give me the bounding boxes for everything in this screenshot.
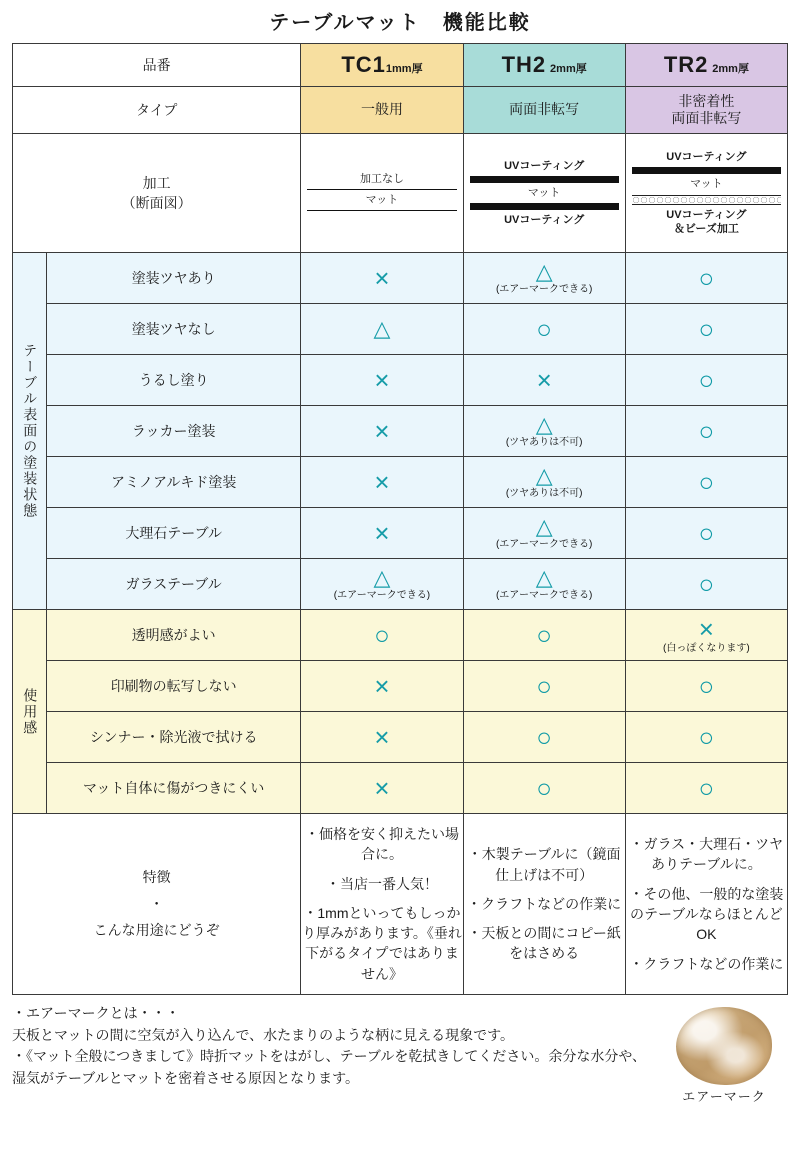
mark-surface-0-tr2: ○ <box>698 262 715 293</box>
mark-feel-3-tr2: ○ <box>698 772 715 803</box>
row-label-surface-0: 塗装ツヤあり <box>47 253 301 304</box>
cell-feel-2-tr2 <box>625 712 787 763</box>
table-row-surface-1 <box>13 304 788 355</box>
footer-line-2: 天板とマットの間に空気が入り込んで、水たまりのような柄に見える現象です。 <box>12 1026 515 1043</box>
table-row-surface-5 <box>13 508 788 559</box>
mark-surface-6-tc1: △ <box>373 565 391 590</box>
mark-surface-5-tr2: ○ <box>698 517 715 548</box>
type-value-tr2-line2: 両面非転写 <box>671 110 742 126</box>
xsec-th2-bottom: UVコーティング <box>504 214 585 227</box>
note-surface-4-th2: (ツヤありは不可) <box>505 488 583 499</box>
features-tc1-item-1: ・当店一番人気！ <box>325 875 438 892</box>
cell-feel-1-th2 <box>463 661 625 712</box>
mark-feel-1-tr2: ○ <box>698 670 715 701</box>
mark-surface-5-th2: △ <box>535 514 553 539</box>
cell-surface-4-tr2 <box>625 457 787 508</box>
footer-line-3: ・《マット全般につきまして》時折マットをはがし、テーブルを乾拭きしてください。余分な水分や、湿気がテーブルとマットを密着させる原因となります。 <box>12 1048 647 1087</box>
row-label-features <box>13 814 301 995</box>
page-title: テーブルマット 機能比較 <box>269 12 531 34</box>
cell-feel-3-tr2 <box>625 763 787 814</box>
type-value-tr2-line1: 非密着性 <box>678 92 735 109</box>
cell-surface-0-tc1 <box>301 253 463 304</box>
xsec-tr2-bottom-line2: ＆ビーズ加工 <box>673 222 739 235</box>
comparison-table <box>12 43 788 995</box>
xsec-tr2-top: UVコーティング <box>666 150 747 163</box>
mark-surface-3-tr2: ○ <box>698 415 715 446</box>
cell-surface-2-tr2 <box>625 355 787 406</box>
row-label-process <box>13 134 301 253</box>
row-label-surface-3: ラッカー塗装 <box>47 406 301 457</box>
cell-feel-1-tc1 <box>301 661 463 712</box>
features-th2-item-0: ・木製テーブルに（鏡面仕上げは不可） <box>467 846 621 883</box>
table-row-feel-1 <box>13 661 788 712</box>
cell-surface-3-tr2 <box>625 406 787 457</box>
row-label-process-line2: （断面図） <box>121 195 192 211</box>
features-th2-item-2: ・天板との間にコピー紙をはさめる <box>467 925 621 962</box>
table-row-surface-2 <box>13 355 788 406</box>
features-label-line3: こんな用途にどうぞ <box>93 922 220 939</box>
features-tc1-item-2: ・1mmといってもしっかり厚みがあります。《垂れ下がるタイプではありません》 <box>302 904 462 982</box>
cell-feel-2-th2 <box>463 712 625 763</box>
mark-surface-2-tr2: ○ <box>698 364 715 395</box>
product-header-tc1 <box>301 44 463 87</box>
note-surface-0-th2: (エアーマークできる) <box>495 284 593 295</box>
product-header-tr2 <box>625 44 787 87</box>
cell-surface-6-th2 <box>463 559 625 610</box>
note-surface-6-th2: (エアーマークできる) <box>495 590 593 601</box>
table-row-process <box>13 134 788 253</box>
mark-surface-0-tc1: × <box>374 262 390 293</box>
cell-feel-0-tr2 <box>625 610 787 661</box>
footer-notes <box>12 1003 788 1104</box>
xsec-th2-mid: マット <box>527 186 561 199</box>
note-feel-0-tr2: (白っぽくなります) <box>663 643 750 654</box>
features-tc1-item-0: ・価格を安く抑えたい場合に。 <box>304 825 459 863</box>
mark-feel-3-tc1: × <box>374 772 390 803</box>
mark-surface-4-tr2: ○ <box>698 466 715 497</box>
cell-feel-0-th2 <box>463 610 625 661</box>
xsec-tc1-top: 加工なし <box>359 172 404 185</box>
xsec-th2-bar-bottom <box>470 203 619 210</box>
cell-surface-5-th2 <box>463 508 625 559</box>
cell-surface-6-tc1 <box>301 559 463 610</box>
mark-surface-3-tc1: × <box>374 415 390 446</box>
cell-feel-2-tc1 <box>301 712 463 763</box>
header-label-hinban: 品番 <box>13 44 301 87</box>
mark-feel-3-th2: ○ <box>536 772 553 803</box>
product-thickness-tr2: 2mm厚 <box>712 63 749 75</box>
row-label-surface-5: 大理石テーブル <box>47 508 301 559</box>
mark-feel-0-tr2: × <box>698 614 714 644</box>
mark-surface-1-tr2: ○ <box>698 313 715 344</box>
xsec-tc1-line-top <box>307 189 456 190</box>
airmark-photo-icon <box>676 1007 772 1085</box>
xsec-tc1-mid: マット <box>365 194 399 206</box>
cell-surface-5-tc1 <box>301 508 463 559</box>
cell-surface-6-tr2 <box>625 559 787 610</box>
mark-surface-0-th2: △ <box>535 259 553 284</box>
cell-surface-4-tc1 <box>301 457 463 508</box>
mark-surface-3-th2: △ <box>535 412 553 437</box>
mark-feel-2-tc1: × <box>374 721 390 752</box>
table-row-feel-0 <box>13 610 788 661</box>
mark-feel-2-tr2: ○ <box>698 721 715 752</box>
mark-surface-5-tc1: × <box>374 517 390 548</box>
section-label-feel: 使用感 <box>13 610 47 814</box>
airmark-figure <box>666 1007 782 1107</box>
xsec-tc1-line-bottom <box>307 210 456 211</box>
mark-feel-1-tc1: × <box>374 670 390 701</box>
features-tc1 <box>301 814 463 995</box>
mark-feel-0-th2: ○ <box>536 619 553 650</box>
cross-section-tc1 <box>301 134 463 253</box>
note-surface-5-th2: (エアーマークできる) <box>495 539 593 550</box>
table-row-features <box>13 814 788 995</box>
row-label-feel-1: 印刷物の転写しない <box>47 661 301 712</box>
mark-surface-1-th2: ○ <box>536 313 553 344</box>
product-header-th2 <box>463 44 625 87</box>
product-thickness-tc1: 1mm厚 <box>385 63 423 75</box>
mark-surface-2-th2: × <box>536 364 552 395</box>
type-value-th2: 両面非転写 <box>463 87 625 134</box>
features-tr2-item-0: ・ガラス・大理石・ツヤありテーブルに。 <box>629 836 784 873</box>
airmark-caption: エアーマーク <box>682 1089 766 1104</box>
mark-surface-4-th2: △ <box>535 463 553 488</box>
table-row-surface-3 <box>13 406 788 457</box>
type-value-tr2 <box>625 87 787 134</box>
row-label-feel-0: 透明感がよい <box>47 610 301 661</box>
table-row-feel-3 <box>13 763 788 814</box>
row-label-surface-4: アミノアルキド塗装 <box>47 457 301 508</box>
cell-surface-3-tc1 <box>301 406 463 457</box>
mark-feel-2-th2: ○ <box>536 721 553 752</box>
mark-feel-1-th2: ○ <box>536 670 553 701</box>
row-label-process-line1: 加工 <box>142 174 171 191</box>
cross-section-tr2 <box>625 134 787 253</box>
cell-surface-2-th2 <box>463 355 625 406</box>
note-surface-6-tc1: (エアーマークできる) <box>333 590 431 601</box>
table-row-surface-6 <box>13 559 788 610</box>
row-label-surface-2: うるし塗り <box>47 355 301 406</box>
features-th2-item-1: ・クラフトなどの作業に <box>467 895 622 912</box>
xsec-th2-top: UVコーティング <box>504 159 585 172</box>
cell-feel-1-tr2 <box>625 661 787 712</box>
row-label-feel-3: マット自体に傷がつきにくい <box>47 763 301 814</box>
product-name-tc1: TC1 <box>341 52 386 77</box>
table-header-row <box>13 44 788 87</box>
cell-feel-0-tc1 <box>301 610 463 661</box>
mark-surface-6-th2: △ <box>535 565 553 590</box>
cell-surface-4-th2 <box>463 457 625 508</box>
xsec-tr2-mid: マット <box>690 178 723 191</box>
row-label-surface-1: 塗装ツヤなし <box>47 304 301 355</box>
xsec-tr2-beads-layer <box>632 195 781 205</box>
product-thickness-th2: 2mm厚 <box>550 63 587 75</box>
note-surface-3-th2: (ツヤありは不可) <box>505 437 583 448</box>
footer-text <box>12 1003 652 1090</box>
cell-surface-0-th2 <box>463 253 625 304</box>
xsec-th2-bar-top <box>470 176 619 183</box>
xsec-tr2-bottom-line1: UVコーティング <box>666 208 747 221</box>
cross-section-th2 <box>463 134 625 253</box>
cell-surface-1-th2 <box>463 304 625 355</box>
cell-surface-1-tr2 <box>625 304 787 355</box>
table-row-feel-2 <box>13 712 788 763</box>
row-label-type: タイプ <box>13 87 301 134</box>
features-tr2-item-2: ・クラフトなどの作業に <box>629 955 784 972</box>
features-label-line1: 特徴 <box>142 869 171 886</box>
features-th2 <box>463 814 625 995</box>
cell-feel-3-tc1 <box>301 763 463 814</box>
mark-feel-0-tc1: ○ <box>374 619 390 650</box>
row-label-feel-2: シンナー・除光液で拭ける <box>47 712 301 763</box>
cell-feel-3-th2 <box>463 763 625 814</box>
cell-surface-1-tc1 <box>301 304 463 355</box>
table-row-surface-4 <box>13 457 788 508</box>
mark-surface-6-tr2: ○ <box>698 568 715 599</box>
cell-surface-5-tr2 <box>625 508 787 559</box>
type-value-tc1: 一般用 <box>301 87 463 134</box>
row-label-surface-6: ガラステーブル <box>47 559 301 610</box>
xsec-tr2-bar-top <box>632 167 781 174</box>
mark-surface-2-tc1: × <box>374 364 390 395</box>
product-name-th2: TH2 <box>501 52 547 77</box>
mark-surface-1-tc1: △ <box>373 315 391 341</box>
cell-surface-2-tc1 <box>301 355 463 406</box>
mark-surface-4-tc1: × <box>374 466 390 497</box>
table-row-type <box>13 87 788 134</box>
cell-surface-0-tr2 <box>625 253 787 304</box>
footer-line-1: ・エアーマークとは・・・ <box>12 1005 180 1021</box>
section-label-surface: テーブル表面の塗装状態 <box>13 253 47 610</box>
features-label-line2: ・ <box>149 895 164 912</box>
table-row-surface-0 <box>13 253 788 304</box>
features-tr2-item-1: ・その他、一般的な塗装のテーブルならほとんどOK <box>629 885 784 943</box>
cell-surface-3-th2 <box>463 406 625 457</box>
features-tr2 <box>625 814 787 995</box>
product-name-tr2: TR2 <box>663 52 709 77</box>
